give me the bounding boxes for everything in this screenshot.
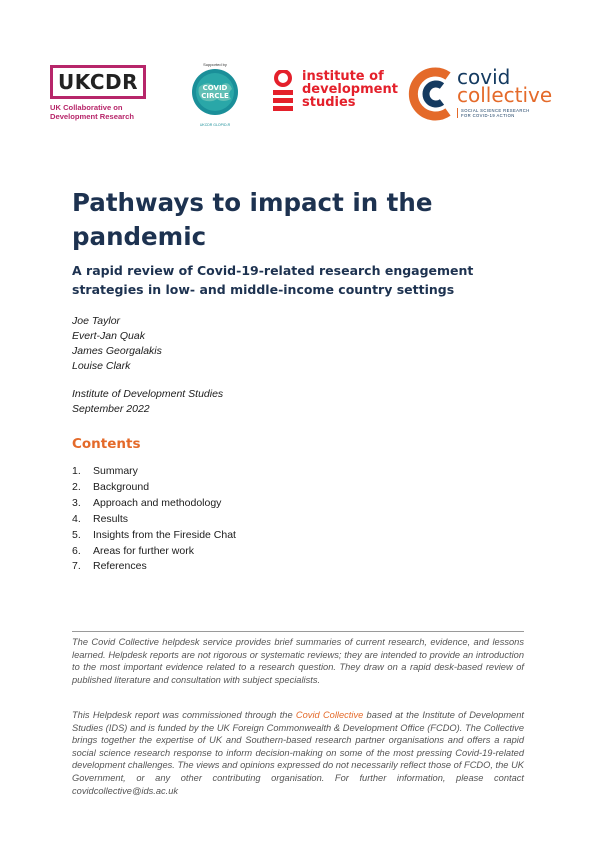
toc-number: 1. bbox=[72, 465, 81, 477]
ukcdr-logo bbox=[50, 65, 160, 121]
toc-item[interactable] bbox=[72, 528, 236, 544]
covid-circle-logo bbox=[187, 62, 243, 127]
toc-label: Insights from the Fireside Chat bbox=[93, 528, 236, 541]
toc-number: 3. bbox=[72, 496, 81, 509]
toc-label: Background bbox=[93, 480, 150, 493]
author-list bbox=[72, 314, 162, 374]
toc-label: Approach and methodology bbox=[93, 496, 222, 509]
institution: Institute of Development Studies bbox=[72, 388, 224, 400]
author-name: Joe Taylor bbox=[72, 315, 121, 327]
covid-collective-word1: covid bbox=[457, 65, 511, 89]
author-name: Evert-Jan Quak bbox=[72, 330, 145, 342]
covid-collective-tagline: SOCIAL SCIENCE RESEARCH FOR COVID-19 ACTION bbox=[457, 108, 530, 118]
covid-collective-link[interactable]: Covid Collective bbox=[295, 710, 364, 720]
document-title: Pathways to impact in the pandemic bbox=[72, 188, 433, 251]
covid-collective-word2: collective bbox=[457, 83, 553, 107]
toc-item[interactable] bbox=[72, 480, 236, 496]
toc-number: 2. bbox=[72, 480, 81, 493]
publication-info bbox=[72, 387, 223, 417]
funding-text-start: This Helpdesk report was commissioned through the bbox=[72, 710, 296, 720]
toc-label: References bbox=[93, 560, 147, 573]
toc-label: Areas for further work bbox=[93, 544, 194, 557]
document-subtitle: A rapid review of Covid-19-related research engagement strategies in low- and middle-income country settings bbox=[72, 263, 474, 297]
covid-circle-bottom-text: UKCDR GLOPID-R bbox=[199, 123, 231, 127]
toc-item[interactable] bbox=[72, 464, 236, 480]
funding-statement bbox=[72, 709, 524, 797]
author-name: Louise Clark bbox=[72, 360, 131, 372]
contents-heading: Contents bbox=[72, 436, 141, 452]
ukcdr-subtitle: UK Collaborative on Development Research bbox=[50, 103, 134, 121]
ids-logo bbox=[272, 70, 402, 116]
ukcdr-wordmark: UKCDR bbox=[50, 65, 146, 99]
toc-label: Results bbox=[93, 512, 129, 525]
toc-number: 7. bbox=[72, 560, 81, 573]
globe-icon bbox=[187, 67, 243, 117]
toc-item[interactable] bbox=[72, 544, 236, 560]
covid-circle-wordmark-1: COVID bbox=[202, 84, 228, 92]
footer-divider bbox=[72, 631, 524, 632]
partner-logos bbox=[50, 62, 560, 132]
funding-text-end: based at the Institute of Development Studies (IDS) and is funded by the UK Foreign Commonwealth & Development Office (FCDO). The Collective brings together the expertise of UK and Southern-based research partner organisations and offers a rapid social science research response to inform decision-making on some of the most pressing Covid-19-related development challenges. The views and opinions expressed do not necessarily reflect those of FCDO, the UK Government, or any other contributing organisation. For further information, please contact covidcollective@ids.ac.uk bbox=[72, 710, 524, 796]
toc-label: Summary bbox=[93, 465, 138, 477]
toc-number: 4. bbox=[72, 512, 81, 525]
table-of-contents bbox=[72, 464, 236, 575]
covid-collective-mark-icon bbox=[408, 64, 456, 124]
publication-date: September 2022 bbox=[72, 403, 150, 415]
toc-item[interactable] bbox=[72, 496, 236, 512]
ids-mark-icon bbox=[272, 70, 294, 112]
covid-circle-top-text: Supported by bbox=[203, 62, 227, 67]
toc-item[interactable] bbox=[72, 512, 236, 528]
covid-circle-wordmark-2: CIRCLE bbox=[201, 92, 229, 100]
ids-wordmark: institute of development studies bbox=[302, 69, 398, 110]
toc-number: 6. bbox=[72, 544, 81, 557]
author-name: James Georgalakis bbox=[72, 345, 162, 357]
toc-number: 5. bbox=[72, 528, 81, 541]
toc-item[interactable] bbox=[72, 559, 236, 575]
helpdesk-disclaimer: The Covid Collective helpdesk service provides brief summaries of current research, evidence, and lessons learned. Helpdesk reports are not rigorous or systematic reviews; they are intended to provide an introduction to the most important evidence related to a research question. They draw on a rapid desk-based review of published literature and consultation with subject specialists. bbox=[72, 637, 524, 685]
covid-collective-logo bbox=[408, 64, 568, 124]
